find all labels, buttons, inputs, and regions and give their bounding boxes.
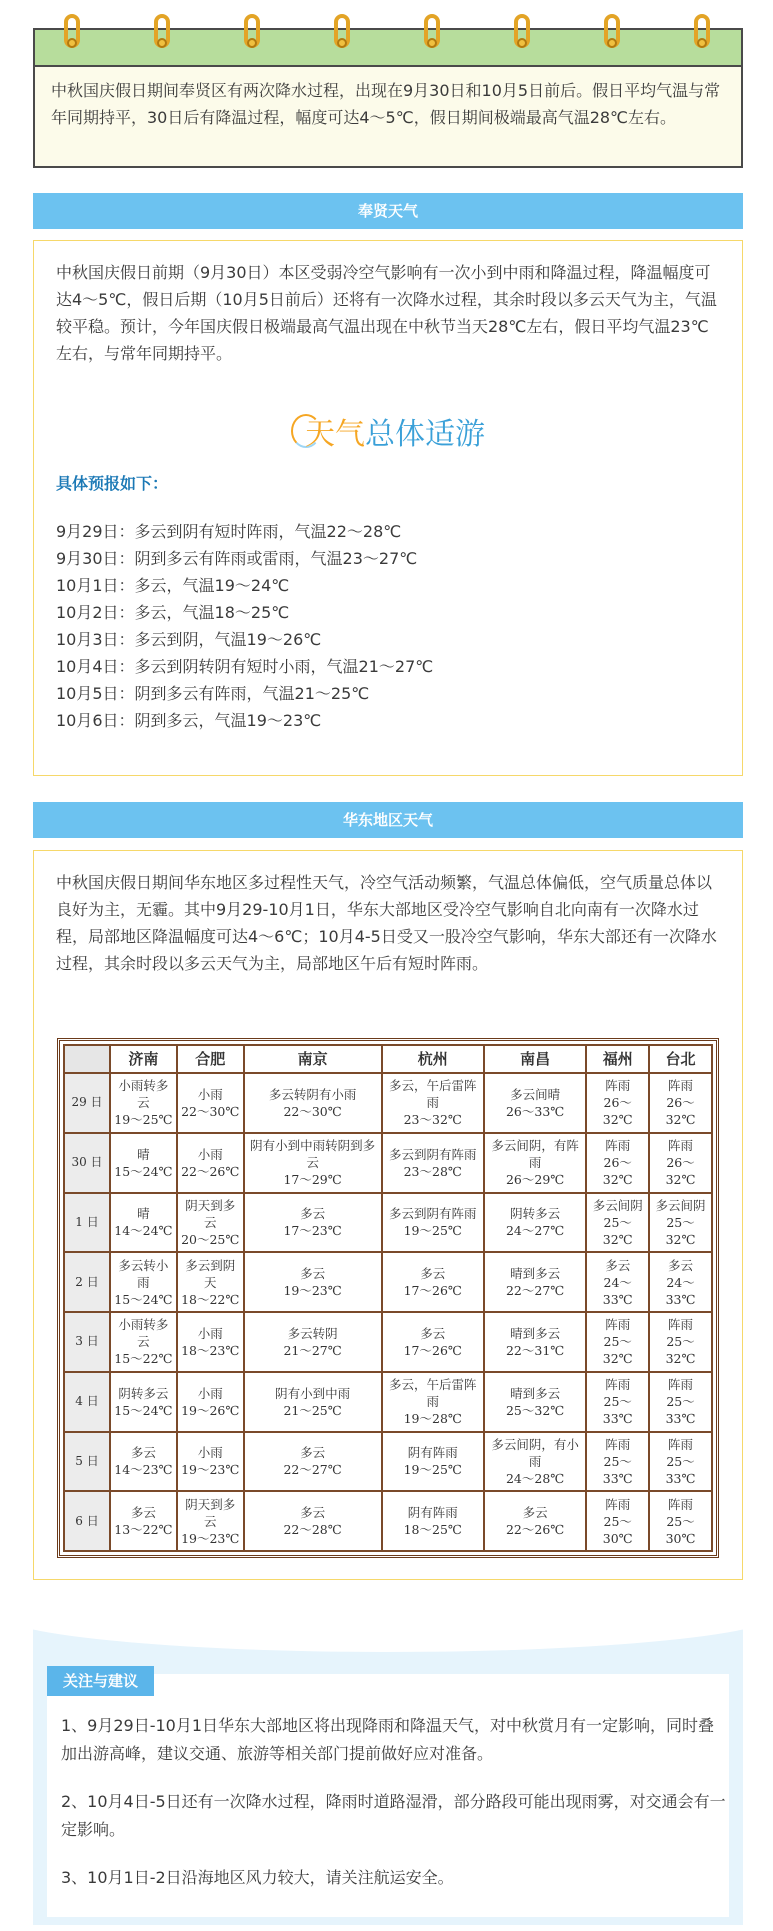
temperature-text: 13～22℃ bbox=[114, 1522, 173, 1538]
temperature-text: 18～23℃ bbox=[181, 1342, 240, 1358]
condition-text: 晴到多云 bbox=[510, 1325, 561, 1341]
forecast-cell bbox=[586, 1252, 649, 1312]
condition-text: 阴转多云 bbox=[510, 1206, 561, 1222]
forecast-cell bbox=[244, 1312, 382, 1372]
forecast-cell bbox=[110, 1133, 177, 1193]
corner-cell bbox=[64, 1045, 110, 1073]
advice-item: 1、9月29日-10月1日华东大部地区将出现降雨和降温天气，对中秋赏月有一定影响，同时叠加出游高峰，建议交通、旅游等相关部门提前做好应对准备。 bbox=[61, 1716, 715, 1763]
temperature-text: 23～32℃ bbox=[403, 1112, 462, 1128]
forecast-cell bbox=[244, 1073, 382, 1133]
forecast-cell bbox=[177, 1312, 244, 1372]
temperature-text: 18～25℃ bbox=[403, 1522, 462, 1538]
day-cell: 5 日 bbox=[64, 1432, 110, 1492]
condition-text: 多云间晴 bbox=[510, 1086, 561, 1102]
temperature-text: 14～24℃ bbox=[114, 1223, 173, 1239]
condition-text: 小雨转多云 bbox=[118, 1317, 169, 1350]
forecast-cell bbox=[244, 1133, 382, 1193]
table-row bbox=[64, 1133, 712, 1193]
table-row bbox=[64, 1491, 712, 1551]
ring-icon bbox=[153, 14, 171, 54]
list-item: 10月2日：多云，气温18～25℃ bbox=[56, 603, 290, 622]
forecast-cell bbox=[382, 1432, 484, 1492]
temperature-text: 25～33℃ bbox=[665, 1453, 696, 1486]
list-item: 9月29日：多云到阴有短时阵雨，气温22～28℃ bbox=[56, 522, 402, 541]
temperature-text: 24～27℃ bbox=[505, 1223, 565, 1239]
forecast-cell bbox=[649, 1372, 712, 1432]
temperature-text: 26～29℃ bbox=[505, 1172, 565, 1188]
condition-text: 多云 bbox=[668, 1257, 694, 1273]
forecast-cell bbox=[382, 1252, 484, 1312]
temperature-text: 14～23℃ bbox=[114, 1462, 173, 1478]
forecast-cell bbox=[484, 1133, 586, 1193]
temperature-text: 19～23℃ bbox=[181, 1462, 240, 1478]
forecast-cell bbox=[382, 1491, 484, 1551]
condition-text: 阴有小到中雨转阴到多云 bbox=[250, 1138, 376, 1171]
ring-icon bbox=[243, 14, 261, 54]
notebook-binding bbox=[35, 30, 741, 67]
city-header: 台北 bbox=[649, 1045, 712, 1073]
city-header: 济南 bbox=[110, 1045, 177, 1073]
forecast-cell bbox=[649, 1073, 712, 1133]
condition-text: 多云到阴有阵雨 bbox=[388, 1206, 477, 1222]
list-item: 10月4日：多云到阴转阴有短时小雨，气温21～27℃ bbox=[56, 657, 434, 676]
condition-text: 晴到多云 bbox=[510, 1266, 561, 1282]
condition-text: 多云，午后雷阵雨 bbox=[388, 1377, 477, 1410]
ring-icon bbox=[603, 14, 621, 54]
day-cell: 2 日 bbox=[64, 1252, 110, 1312]
forecast-cell bbox=[484, 1252, 586, 1312]
temperature-text: 17～23℃ bbox=[283, 1223, 342, 1239]
temperature-text: 24～33℃ bbox=[602, 1274, 633, 1307]
temperature-text: 25～32℃ bbox=[665, 1334, 696, 1367]
condition-text: 多云 bbox=[130, 1445, 156, 1461]
temperature-text: 26～32℃ bbox=[602, 1095, 633, 1128]
temperature-text: 22～27℃ bbox=[283, 1462, 342, 1478]
forecast-cell bbox=[649, 1133, 712, 1193]
ring-icon bbox=[693, 14, 711, 54]
ring-icon bbox=[423, 14, 441, 54]
list-item: 10月5日：阴到多云有阵雨，气温21～25℃ bbox=[56, 684, 370, 703]
temperature-text: 15～22℃ bbox=[114, 1351, 173, 1367]
forecast-cell bbox=[649, 1491, 712, 1551]
condition-text: 阴转多云 bbox=[118, 1385, 169, 1401]
temperature-text: 17～29℃ bbox=[283, 1172, 342, 1188]
forecast-cell bbox=[649, 1193, 712, 1253]
forecast-cell bbox=[177, 1432, 244, 1492]
condition-text: 阵雨 bbox=[668, 1436, 694, 1452]
temperature-text: 19～28℃ bbox=[403, 1411, 462, 1427]
forecast-cell bbox=[110, 1491, 177, 1551]
temperature-text: 20～25℃ bbox=[181, 1231, 240, 1247]
temperature-text: 19～26℃ bbox=[181, 1402, 240, 1418]
forecast-table bbox=[63, 1044, 713, 1552]
temperature-text: 21～27℃ bbox=[283, 1342, 342, 1358]
forecast-cell bbox=[586, 1133, 649, 1193]
temperature-text: 19～25℃ bbox=[403, 1223, 462, 1239]
condition-text: 多云间阴，有阵雨 bbox=[491, 1138, 579, 1171]
forecast-cell bbox=[177, 1491, 244, 1551]
temperature-text: 22～30℃ bbox=[181, 1103, 240, 1119]
condition-text: 阴有阵雨 bbox=[407, 1445, 458, 1461]
table-row bbox=[64, 1193, 712, 1253]
temperature-text: 25～33℃ bbox=[665, 1394, 696, 1427]
forecast-cell bbox=[110, 1193, 177, 1253]
forecast-cell bbox=[177, 1133, 244, 1193]
advice-item: 2、10月4日-5日还有一次降水过程，降雨时道路湿滑，部分路段可能出现雨雾，对交通会有一定影响。 bbox=[61, 1792, 726, 1839]
forecast-cell bbox=[484, 1193, 586, 1253]
condition-text: 多云间阴，有小雨 bbox=[491, 1436, 579, 1469]
forecast-cell bbox=[649, 1312, 712, 1372]
condition-text: 阵雨 bbox=[605, 1496, 631, 1512]
forecast-cell bbox=[110, 1432, 177, 1492]
condition-text: 小雨 bbox=[197, 1385, 223, 1401]
forecast-cell bbox=[649, 1252, 712, 1312]
forecast-cell bbox=[177, 1193, 244, 1253]
forecast-cell bbox=[110, 1372, 177, 1432]
temperature-text: 17～26℃ bbox=[403, 1342, 462, 1358]
temperature-text: 22～26℃ bbox=[505, 1522, 565, 1538]
forecast-cell bbox=[177, 1252, 244, 1312]
forecast-cell bbox=[586, 1491, 649, 1551]
temperature-text: 15～24℃ bbox=[114, 1402, 173, 1418]
temperature-text: 18～22℃ bbox=[181, 1291, 240, 1307]
condition-text: 小雨 bbox=[197, 1445, 223, 1461]
section-heading-east-china: 华东地区天气 bbox=[33, 802, 743, 838]
forecast-cell bbox=[382, 1133, 484, 1193]
condition-text: 晴 bbox=[137, 1146, 150, 1162]
ring-icon bbox=[63, 14, 81, 54]
temperature-text: 22～27℃ bbox=[505, 1283, 565, 1299]
temperature-text: 19～25℃ bbox=[403, 1462, 462, 1478]
condition-text: 阵雨 bbox=[668, 1138, 694, 1154]
ring-icon bbox=[513, 14, 531, 54]
condition-text: 阵雨 bbox=[668, 1078, 694, 1094]
day-cell: 29 日 bbox=[64, 1073, 110, 1133]
city-forecast-table bbox=[57, 1038, 719, 1558]
daily-forecast-list bbox=[34, 518, 742, 734]
condition-text: 阴有阵雨 bbox=[407, 1505, 458, 1521]
temperature-text: 26～32℃ bbox=[665, 1095, 696, 1128]
forecast-cell bbox=[177, 1372, 244, 1432]
section-heading-fengxian: 奉贤天气 bbox=[33, 193, 743, 229]
table-row bbox=[64, 1372, 712, 1432]
forecast-cell bbox=[244, 1372, 382, 1432]
condition-text: 多云到阴有阵雨 bbox=[388, 1146, 477, 1162]
forecast-cell bbox=[244, 1432, 382, 1492]
condition-text: 阴天到多云 bbox=[185, 1496, 236, 1529]
day-cell: 6 日 bbox=[64, 1491, 110, 1551]
temperature-text: 23～28℃ bbox=[403, 1163, 462, 1179]
condition-text: 阵雨 bbox=[668, 1317, 694, 1333]
list-item: 10月1日：多云，气温19～24℃ bbox=[56, 576, 290, 595]
condition-text: 小雨 bbox=[197, 1086, 223, 1102]
forecast-cell bbox=[586, 1432, 649, 1492]
east-china-intro: 中秋国庆假日期间华东地区多过程性天气，冷空气活动频繁，气温总体偏低，空气质量总体以良好为主，无霾。其中9月29-10月1日，华东大部地区受冷空气影响自北向南有一次降水过程，局部地区降温幅度可达4～6℃；10月4-5日受又一股冷空气影响，华东大部还有一次降水过程，其余时段以多云天气为主，局部地区午后有短时阵雨。 bbox=[56, 873, 717, 973]
table-row bbox=[64, 1252, 712, 1312]
condition-text: 多云 bbox=[300, 1505, 326, 1521]
advice-card bbox=[33, 1608, 743, 1925]
temperature-text: 15～24℃ bbox=[114, 1291, 173, 1307]
advice-item: 3、10月1日-2日沿海地区风力较大，请关注航运安全。 bbox=[61, 1868, 454, 1887]
day-cell: 3 日 bbox=[64, 1312, 110, 1372]
condition-text: 阵雨 bbox=[605, 1436, 631, 1452]
condition-text: 多云转阴有小雨 bbox=[268, 1086, 357, 1102]
forecast-cell bbox=[244, 1252, 382, 1312]
condition-text: 多云间阴 bbox=[655, 1197, 706, 1213]
list-item: 10月3日：多云到阴，气温19～26℃ bbox=[56, 630, 322, 649]
forecast-cell bbox=[244, 1491, 382, 1551]
forecast-cell bbox=[382, 1312, 484, 1372]
table-row bbox=[64, 1073, 712, 1133]
condition-text: 晴到多云 bbox=[510, 1385, 561, 1401]
condition-text: 多云间阴 bbox=[592, 1197, 643, 1213]
condition-text: 阴天到多云 bbox=[185, 1197, 236, 1230]
list-item: 10月6日：阴到多云，气温19～23℃ bbox=[56, 711, 322, 730]
temperature-text: 24～28℃ bbox=[505, 1470, 565, 1486]
temperature-text: 25～32℃ bbox=[665, 1214, 696, 1247]
forecast-cell bbox=[110, 1312, 177, 1372]
forecast-cell bbox=[382, 1073, 484, 1133]
advice-list bbox=[61, 1712, 727, 1912]
advice-tag: 关注与建议 bbox=[47, 1666, 154, 1696]
temperature-text: 26～32℃ bbox=[602, 1155, 633, 1188]
ring-icon bbox=[333, 14, 351, 54]
condition-text: 多云 bbox=[300, 1206, 326, 1222]
table-header-row bbox=[64, 1045, 712, 1073]
temperature-text: 17～26℃ bbox=[403, 1283, 462, 1299]
forecast-cell bbox=[244, 1193, 382, 1253]
condition-text: 阵雨 bbox=[605, 1078, 631, 1094]
city-header: 杭州 bbox=[382, 1045, 484, 1073]
condition-text: 多云 bbox=[522, 1505, 548, 1521]
day-cell: 30 日 bbox=[64, 1133, 110, 1193]
condition-text: 多云 bbox=[300, 1445, 326, 1461]
temperature-text: 22～28℃ bbox=[283, 1522, 342, 1538]
condition-text: 阴有小到中雨 bbox=[275, 1385, 351, 1401]
temperature-text: 25～32℃ bbox=[505, 1402, 565, 1418]
temperature-text: 22～30℃ bbox=[283, 1103, 342, 1119]
condition-text: 多云 bbox=[605, 1257, 631, 1273]
city-header: 福州 bbox=[586, 1045, 649, 1073]
forecast-cell bbox=[484, 1073, 586, 1133]
forecast-heading: 具体预报如下： bbox=[56, 474, 169, 493]
forecast-cell bbox=[110, 1252, 177, 1312]
travel-title-part2: 总体适游 bbox=[365, 417, 485, 452]
fengxian-panel bbox=[33, 240, 743, 776]
day-cell: 4 日 bbox=[64, 1372, 110, 1432]
forecast-cell bbox=[586, 1193, 649, 1253]
temperature-text: 25～32℃ bbox=[602, 1214, 633, 1247]
temperature-text: 22～31℃ bbox=[505, 1342, 565, 1358]
condition-text: 小雨 bbox=[197, 1325, 223, 1341]
city-header: 合肥 bbox=[177, 1045, 244, 1073]
condition-text: 阵雨 bbox=[605, 1317, 631, 1333]
forecast-cell bbox=[586, 1372, 649, 1432]
forecast-cell bbox=[586, 1312, 649, 1372]
condition-text: 多云 bbox=[130, 1505, 156, 1521]
forecast-cell bbox=[382, 1193, 484, 1253]
temperature-text: 19～23℃ bbox=[283, 1283, 342, 1299]
city-header: 南京 bbox=[244, 1045, 382, 1073]
condition-text: 多云到阴天 bbox=[185, 1257, 236, 1290]
temperature-text: 19～23℃ bbox=[181, 1530, 240, 1546]
temperature-text: 26～33℃ bbox=[505, 1103, 565, 1119]
temperature-text: 21～25℃ bbox=[283, 1402, 342, 1418]
temperature-text: 22～26℃ bbox=[181, 1163, 240, 1179]
temperature-text: 25～30℃ bbox=[665, 1513, 696, 1546]
temperature-text: 15～24℃ bbox=[114, 1163, 173, 1179]
condition-text: 小雨 bbox=[197, 1146, 223, 1162]
condition-text: 晴 bbox=[137, 1206, 150, 1222]
temperature-text: 24～33℃ bbox=[665, 1274, 696, 1307]
condition-text: 多云转小雨 bbox=[118, 1257, 169, 1290]
temperature-text: 25～33℃ bbox=[602, 1453, 633, 1486]
temperature-text: 19～25℃ bbox=[114, 1112, 173, 1128]
table-row bbox=[64, 1432, 712, 1492]
condition-text: 阵雨 bbox=[668, 1496, 694, 1512]
condition-text: 阵雨 bbox=[668, 1377, 694, 1393]
summary-text: 中秋国庆假日期间奉贤区有两次降水过程，出现在9月30日和10月5日前后。假日平均气温与常年同期持平，30日后有降温过程，幅度可达4～5℃，假日期间极端最高气温28℃左右。 bbox=[51, 81, 721, 127]
fengxian-intro: 中秋国庆假日前期（9月30日）本区受弱冷空气影响有一次小到中雨和降温过程，降温幅度可达4～5℃，假日后期（10月5日前后）还将有一次降水过程，其余时段以多云天气为主，气温较平稳。预计，今年国庆假日极端最高气温出现在中秋节当天28℃左右，假日平均气温23℃左右，与常年同期持平。 bbox=[56, 263, 717, 363]
condition-text: 小雨转多云 bbox=[118, 1078, 169, 1111]
forecast-cell bbox=[382, 1372, 484, 1432]
condition-text: 多云 bbox=[420, 1266, 446, 1282]
condition-text: 多云 bbox=[300, 1266, 326, 1282]
condition-text: 阵雨 bbox=[605, 1138, 631, 1154]
condition-text: 多云 bbox=[420, 1325, 446, 1341]
forecast-cell bbox=[177, 1073, 244, 1133]
forecast-cell bbox=[484, 1491, 586, 1551]
condition-text: 多云转阴 bbox=[287, 1325, 338, 1341]
forecast-cell bbox=[484, 1372, 586, 1432]
forecast-cell bbox=[586, 1073, 649, 1133]
condition-text: 多云，午后雷阵雨 bbox=[388, 1078, 477, 1111]
travel-title-part1: 天气 bbox=[305, 417, 365, 452]
forecast-cell bbox=[484, 1312, 586, 1372]
summary-card bbox=[33, 28, 743, 168]
travel-title bbox=[34, 409, 742, 453]
forecast-cell bbox=[649, 1432, 712, 1492]
forecast-cell bbox=[484, 1432, 586, 1492]
temperature-text: 26～32℃ bbox=[665, 1155, 696, 1188]
city-header: 南昌 bbox=[484, 1045, 586, 1073]
forecast-cell bbox=[110, 1073, 177, 1133]
temperature-text: 25～33℃ bbox=[602, 1394, 633, 1427]
temperature-text: 25～30℃ bbox=[602, 1513, 633, 1546]
condition-text: 阵雨 bbox=[605, 1377, 631, 1393]
temperature-text: 25～32℃ bbox=[602, 1334, 633, 1367]
table-row bbox=[64, 1312, 712, 1372]
list-item: 9月30日：阴到多云有阵雨或雷雨，气温23～27℃ bbox=[56, 549, 418, 568]
day-cell: 1 日 bbox=[64, 1193, 110, 1253]
